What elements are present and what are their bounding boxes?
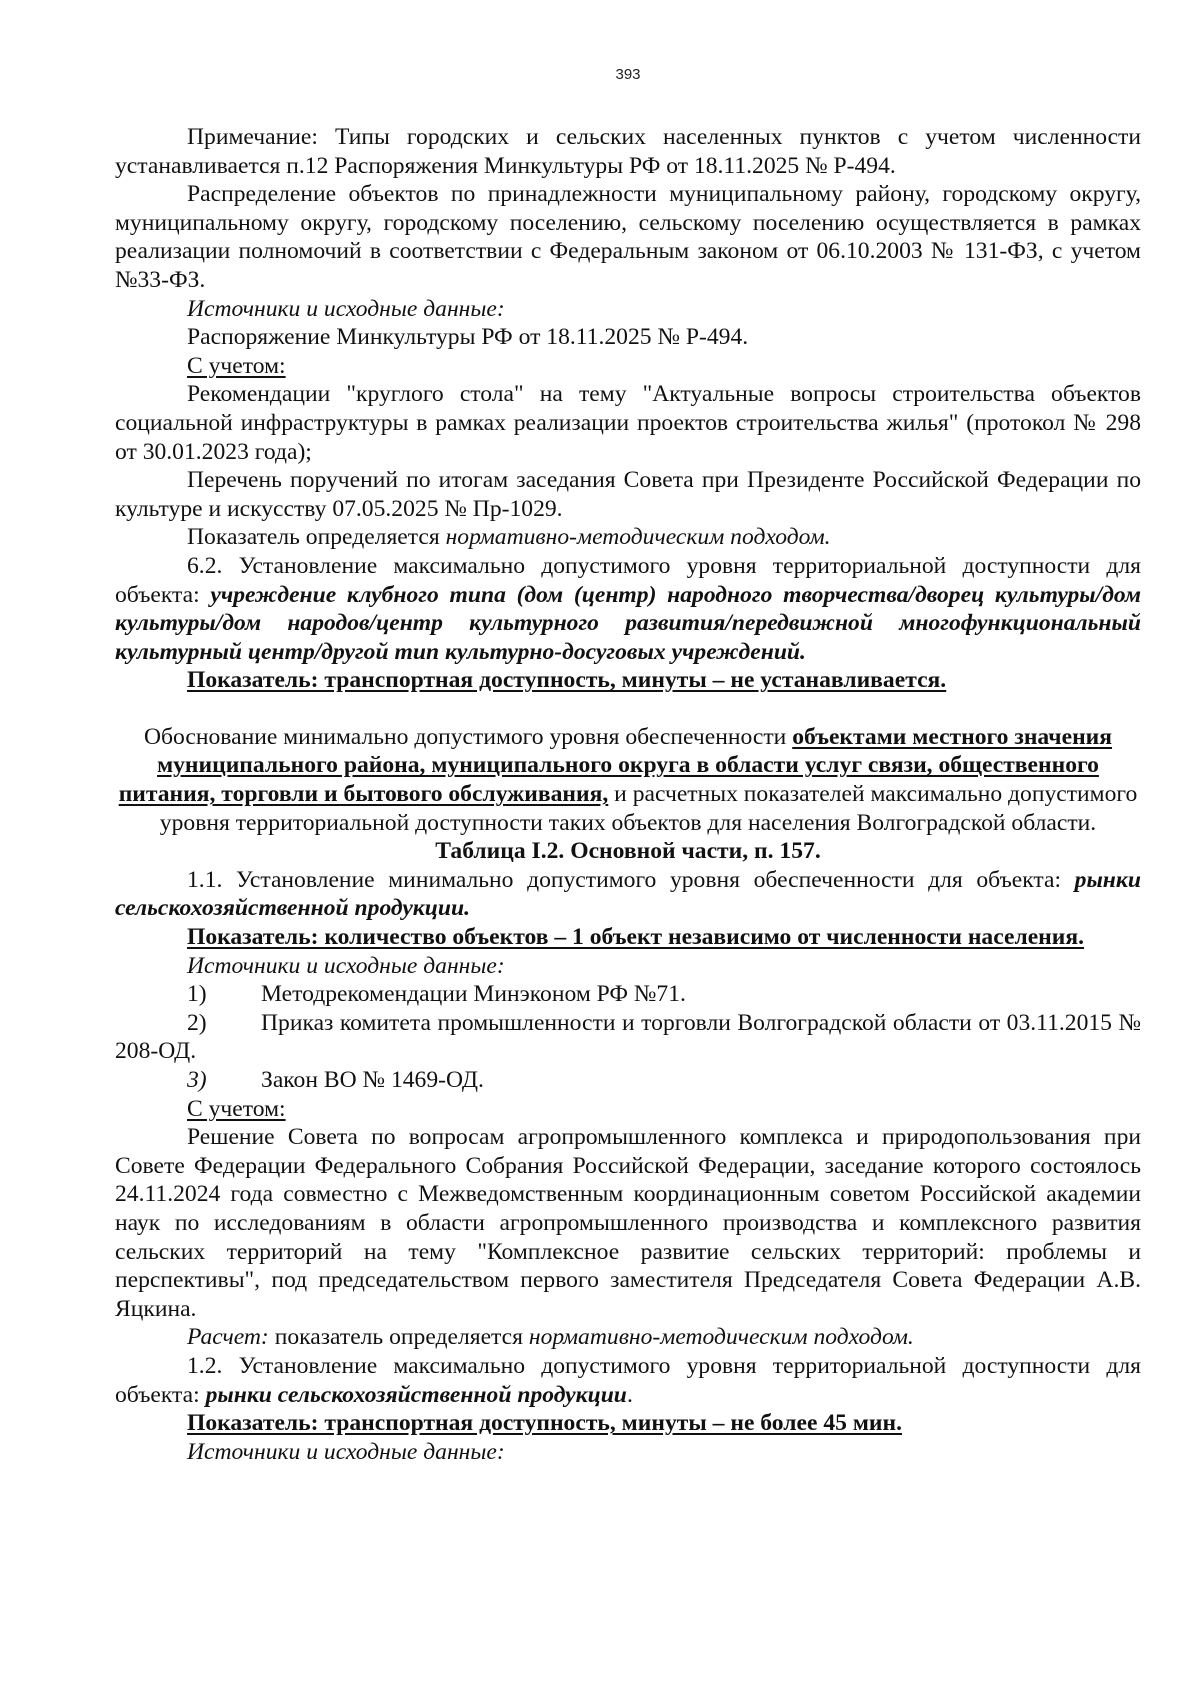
calculation-paragraph: Расчет: показатель определяется нормативно-методическим подходом. <box>187 1324 914 1351</box>
list-item: 3) Закон ВО № 1469-ОД. <box>187 1067 484 1093</box>
list-item: 2) Приказ комитета промышленности и торговли Волгоградской области от 03.11.2015 № 208-ОД. <box>115 1009 1141 1065</box>
sources-label: Источники и исходные данные: <box>187 295 505 322</box>
section-6-2-paragraph: 6.2. Установление максимально допустимого уровня территориальной доступности для объекта: учреждение клубного типа (дом (центр) народного творчества/дворец культуры/дом культуры/дом народов/центр культурного развития/передвижной многофункциональный культурный центр/другой тип культурно-досуговых учреждений. <box>115 552 1141 665</box>
with-account-label: С учетом: <box>187 352 286 379</box>
sources-label: Источники и исходные данные: <box>187 1438 505 1465</box>
section-1-1-paragraph: 1.1. Установление минимально допустимого уровня обеспеченности для объекта: рынки сельскохозяйственной продукции. <box>115 866 1141 922</box>
page-number: 393 <box>615 66 641 83</box>
indicator-line: Показатель: транспортная доступность, минуты – не устанавливается. <box>187 667 947 694</box>
method-paragraph: Показатель определяется нормативно-методическим подходом. <box>187 524 831 551</box>
distribution-paragraph: Распределение объектов по принадлежности муниципальному району, городскому округу, муниципальному округу, городскому поселению, сельскому поселению осуществляется в рамках реализации полномочий в соответствии с Федеральным законом от 06.10.2003 № 131-ФЗ, с учетом №33-ФЗ. <box>115 181 1141 293</box>
note-paragraph: Примечание: Типы городских и сельских населенных пунктов с учетом численности устанавливается п.12 Распоряжения Минкультуры РФ от 18.11.2025 № Р-494. <box>115 124 1141 179</box>
council-decision-paragraph: Решение Совета по вопросам агропромышленного комплекса и природопользования при Совете Федерации Федерального Собрания Российской Федерации, заседание которого состоялось 24.11.2024 года совместно с Межведомственным координационным советом Российской академии наук по исследованиям в области агропромышленного производства и комплексного развития сельских территорий на тему "Комплексное развитие сельских территорий: проблемы и перспективы", под председательством первого заместителя Председателя Совета Федерации А.В. Яцкина. <box>115 1124 1141 1322</box>
section-1-2-paragraph: 1.2. Установление максимально допустимого уровня территориальной доступности для объекта: рынки сельскохозяйственной продукции. <box>115 1352 1141 1408</box>
section-heading: Обоснование минимально допустимого уровня обеспеченности объектами местного значения муниципального района, муниципального округа в области услуг связи, общественного питания, торговли и бытового обслуживания, и расчетных показателей максимально допустимого уровня территориальной доступности таких объектов для населения Волгоградской области. <box>118 723 1138 836</box>
recommendation-paragraph: Рекомендации "круглого стола" на тему "Актуальные вопросы строительства объектов социальной инфраструктуры в рамках реализации проектов строительства жилья" (протокол № 298 от 30.01.2023 года); <box>115 381 1141 465</box>
source-item: Распоряжение Минкультуры РФ от 18.11.2025 № Р-494. <box>187 324 749 351</box>
indicator-line: Показатель: транспортная доступность, минуты – не более 45 мин. <box>187 1410 903 1437</box>
table-reference: Таблица I.2. Основной части, п. 157. <box>435 838 821 865</box>
instructions-paragraph: Перечень поручений по итогам заседания Совета при Президенте Российской Федерации по культуре и искусству 07.05.2025 № Пр-1029. <box>115 467 1141 522</box>
list-item: 1) Методрекомендации Минэконом РФ №71. <box>187 981 686 1008</box>
with-account-label: С учетом: <box>187 1095 286 1122</box>
sources-label: Источники и исходные данные: <box>187 952 505 979</box>
document-page <box>115 66 1141 1466</box>
indicator-line: Показатель: количество объектов – 1 объект независимо от численности населения. <box>187 924 1085 951</box>
